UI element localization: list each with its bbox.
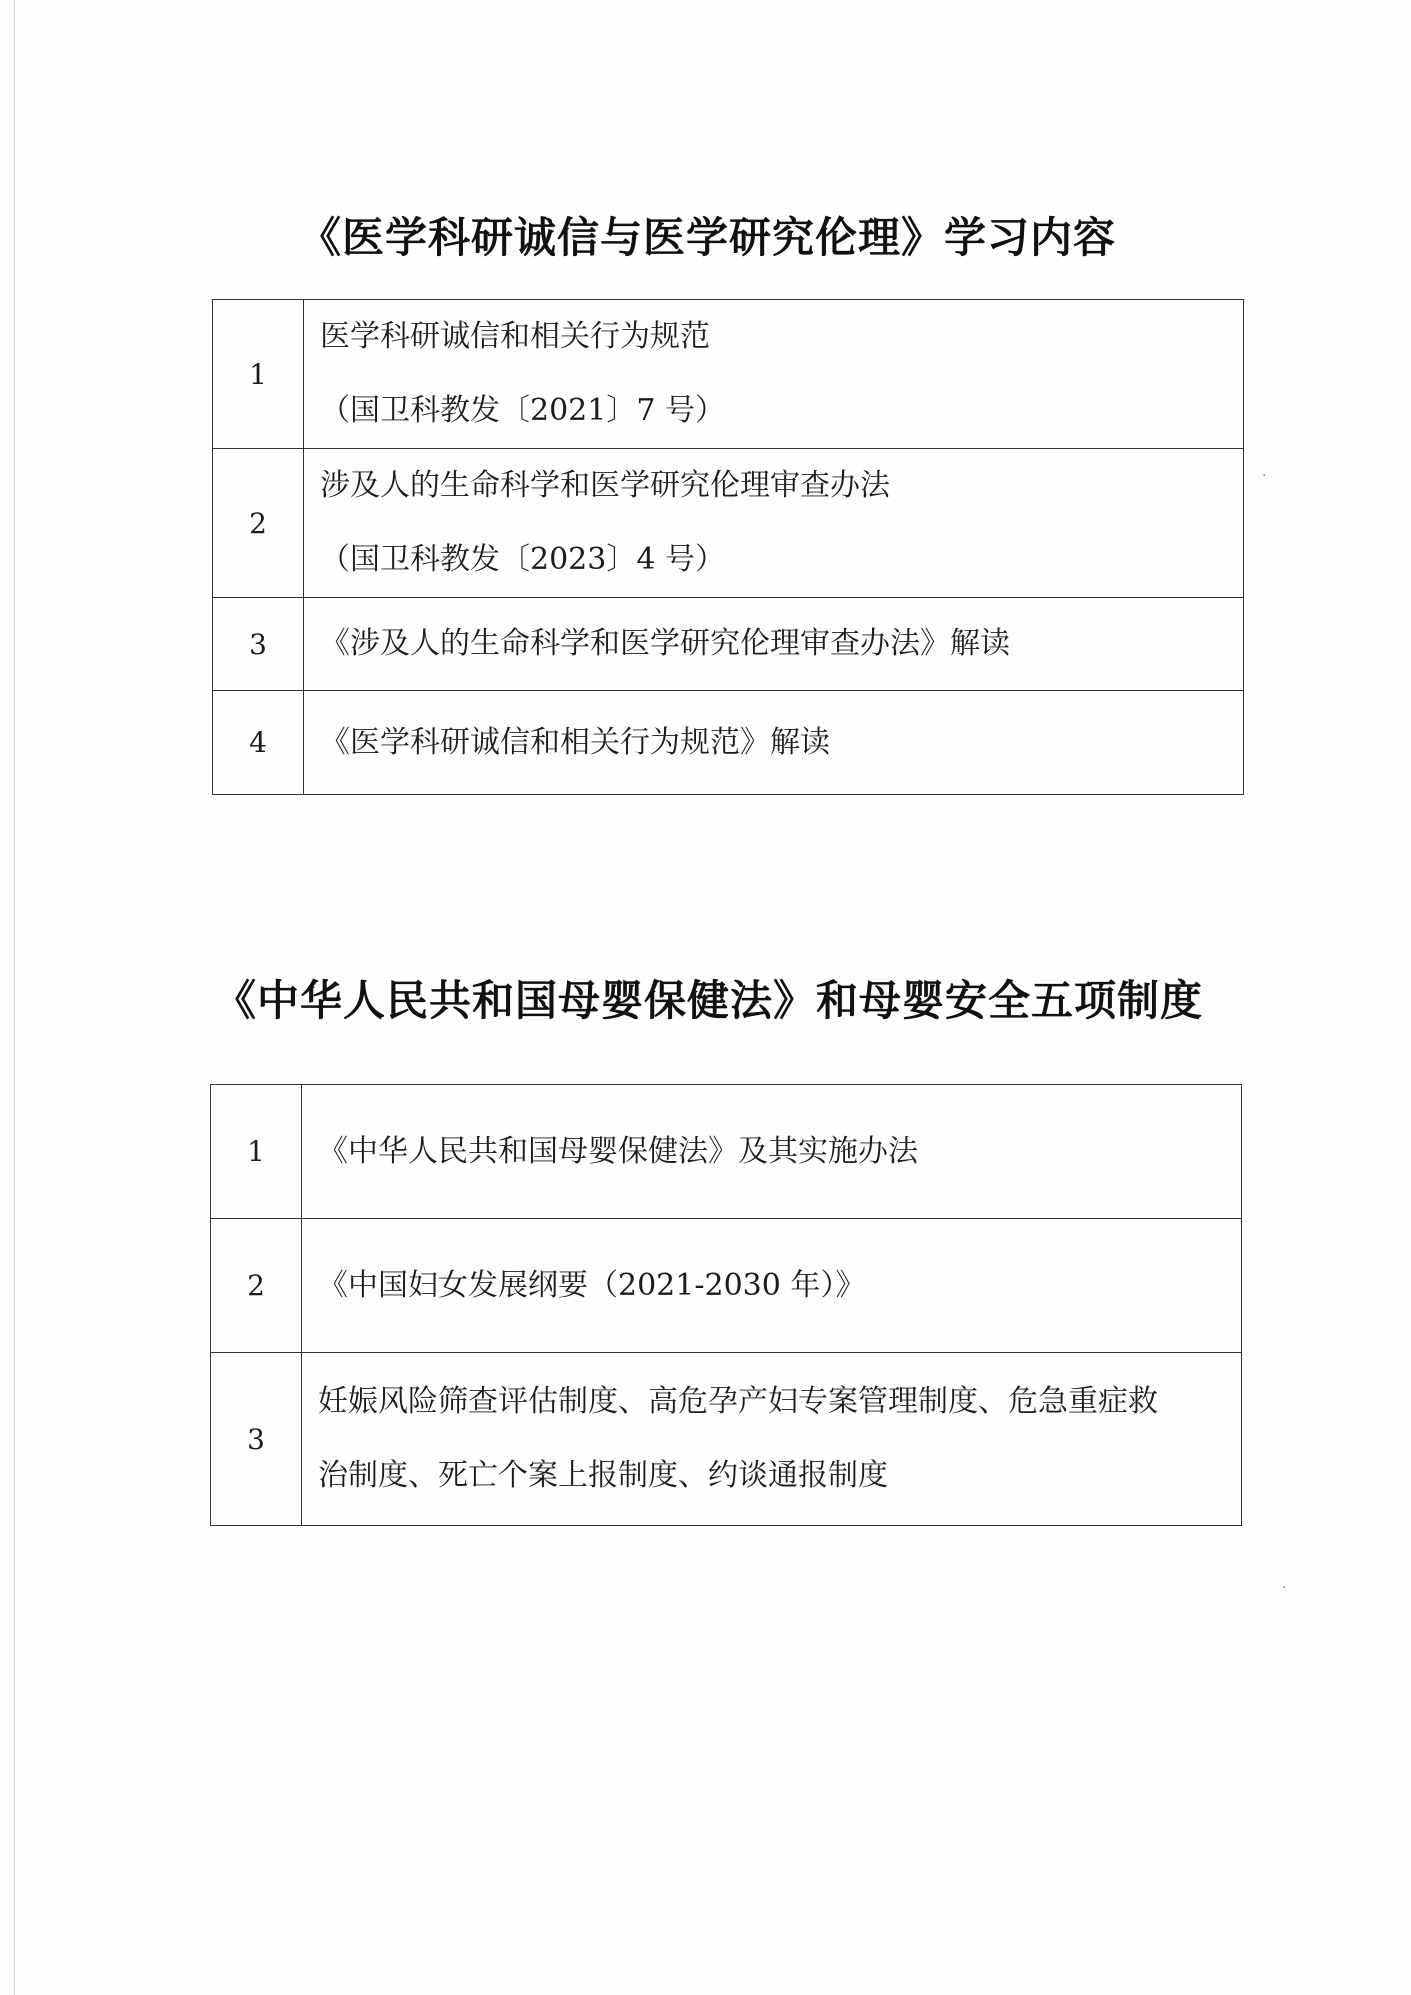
- row-content: [302, 1219, 1242, 1353]
- row-number: 1: [211, 1085, 302, 1219]
- table-row: [211, 1085, 1242, 1219]
- row-text-line: 《涉及人的生命科学和医学研究伦理审查办法》解读: [320, 626, 1010, 661]
- maternal-health-table: [210, 1084, 1242, 1526]
- row-content: [304, 300, 1244, 449]
- row-text-line: 《中国妇女发展纲要（2021-2030 年）》: [318, 1267, 866, 1303]
- row-number: 1: [213, 300, 304, 449]
- row-text-line: 医学科研诚信和相关行为规范: [320, 319, 710, 354]
- row-text-line: （国卫科教发〔2023〕4 号）: [320, 542, 725, 577]
- row-content: [304, 449, 1244, 598]
- row-text-line: （国卫科教发〔2021〕7 号）: [320, 393, 725, 428]
- table-row: [213, 449, 1244, 598]
- row-number: 2: [211, 1219, 302, 1353]
- row-content: [302, 1353, 1242, 1526]
- table-row: [213, 598, 1244, 691]
- research-ethics-table: [212, 299, 1244, 795]
- section-title-research-ethics: 《医学科研诚信与医学研究伦理》学习内容: [298, 213, 1116, 262]
- table-row: [211, 1353, 1242, 1526]
- table-row: [213, 691, 1244, 795]
- row-content: [304, 598, 1244, 691]
- row-number: 3: [211, 1353, 302, 1526]
- row-content: [302, 1085, 1242, 1219]
- scan-speck: ·: [1282, 1580, 1287, 1596]
- row-number: 4: [213, 691, 304, 795]
- row-text-line: 涉及人的生命科学和医学研究伦理审查办法: [320, 468, 890, 503]
- row-text-line: 妊娠风险筛查评估制度、高危孕产妇专案管理制度、危急重症救: [318, 1384, 1158, 1419]
- row-content: [304, 691, 1244, 795]
- table-row: [213, 300, 1244, 449]
- row-text-line: 治制度、死亡个案上报制度、约谈通报制度: [318, 1458, 888, 1493]
- scan-speck: ·: [1262, 468, 1267, 484]
- section-title-maternal-health: 《中华人民共和国母婴保健法》和母婴安全五项制度: [213, 976, 1203, 1025]
- row-number: 3: [213, 598, 304, 691]
- row-text-line: 《医学科研诚信和相关行为规范》解读: [320, 724, 830, 760]
- row-text-line: 《中华人民共和国母婴保健法》及其实施办法: [318, 1133, 918, 1169]
- row-number: 2: [213, 449, 304, 598]
- table-row: [211, 1219, 1242, 1353]
